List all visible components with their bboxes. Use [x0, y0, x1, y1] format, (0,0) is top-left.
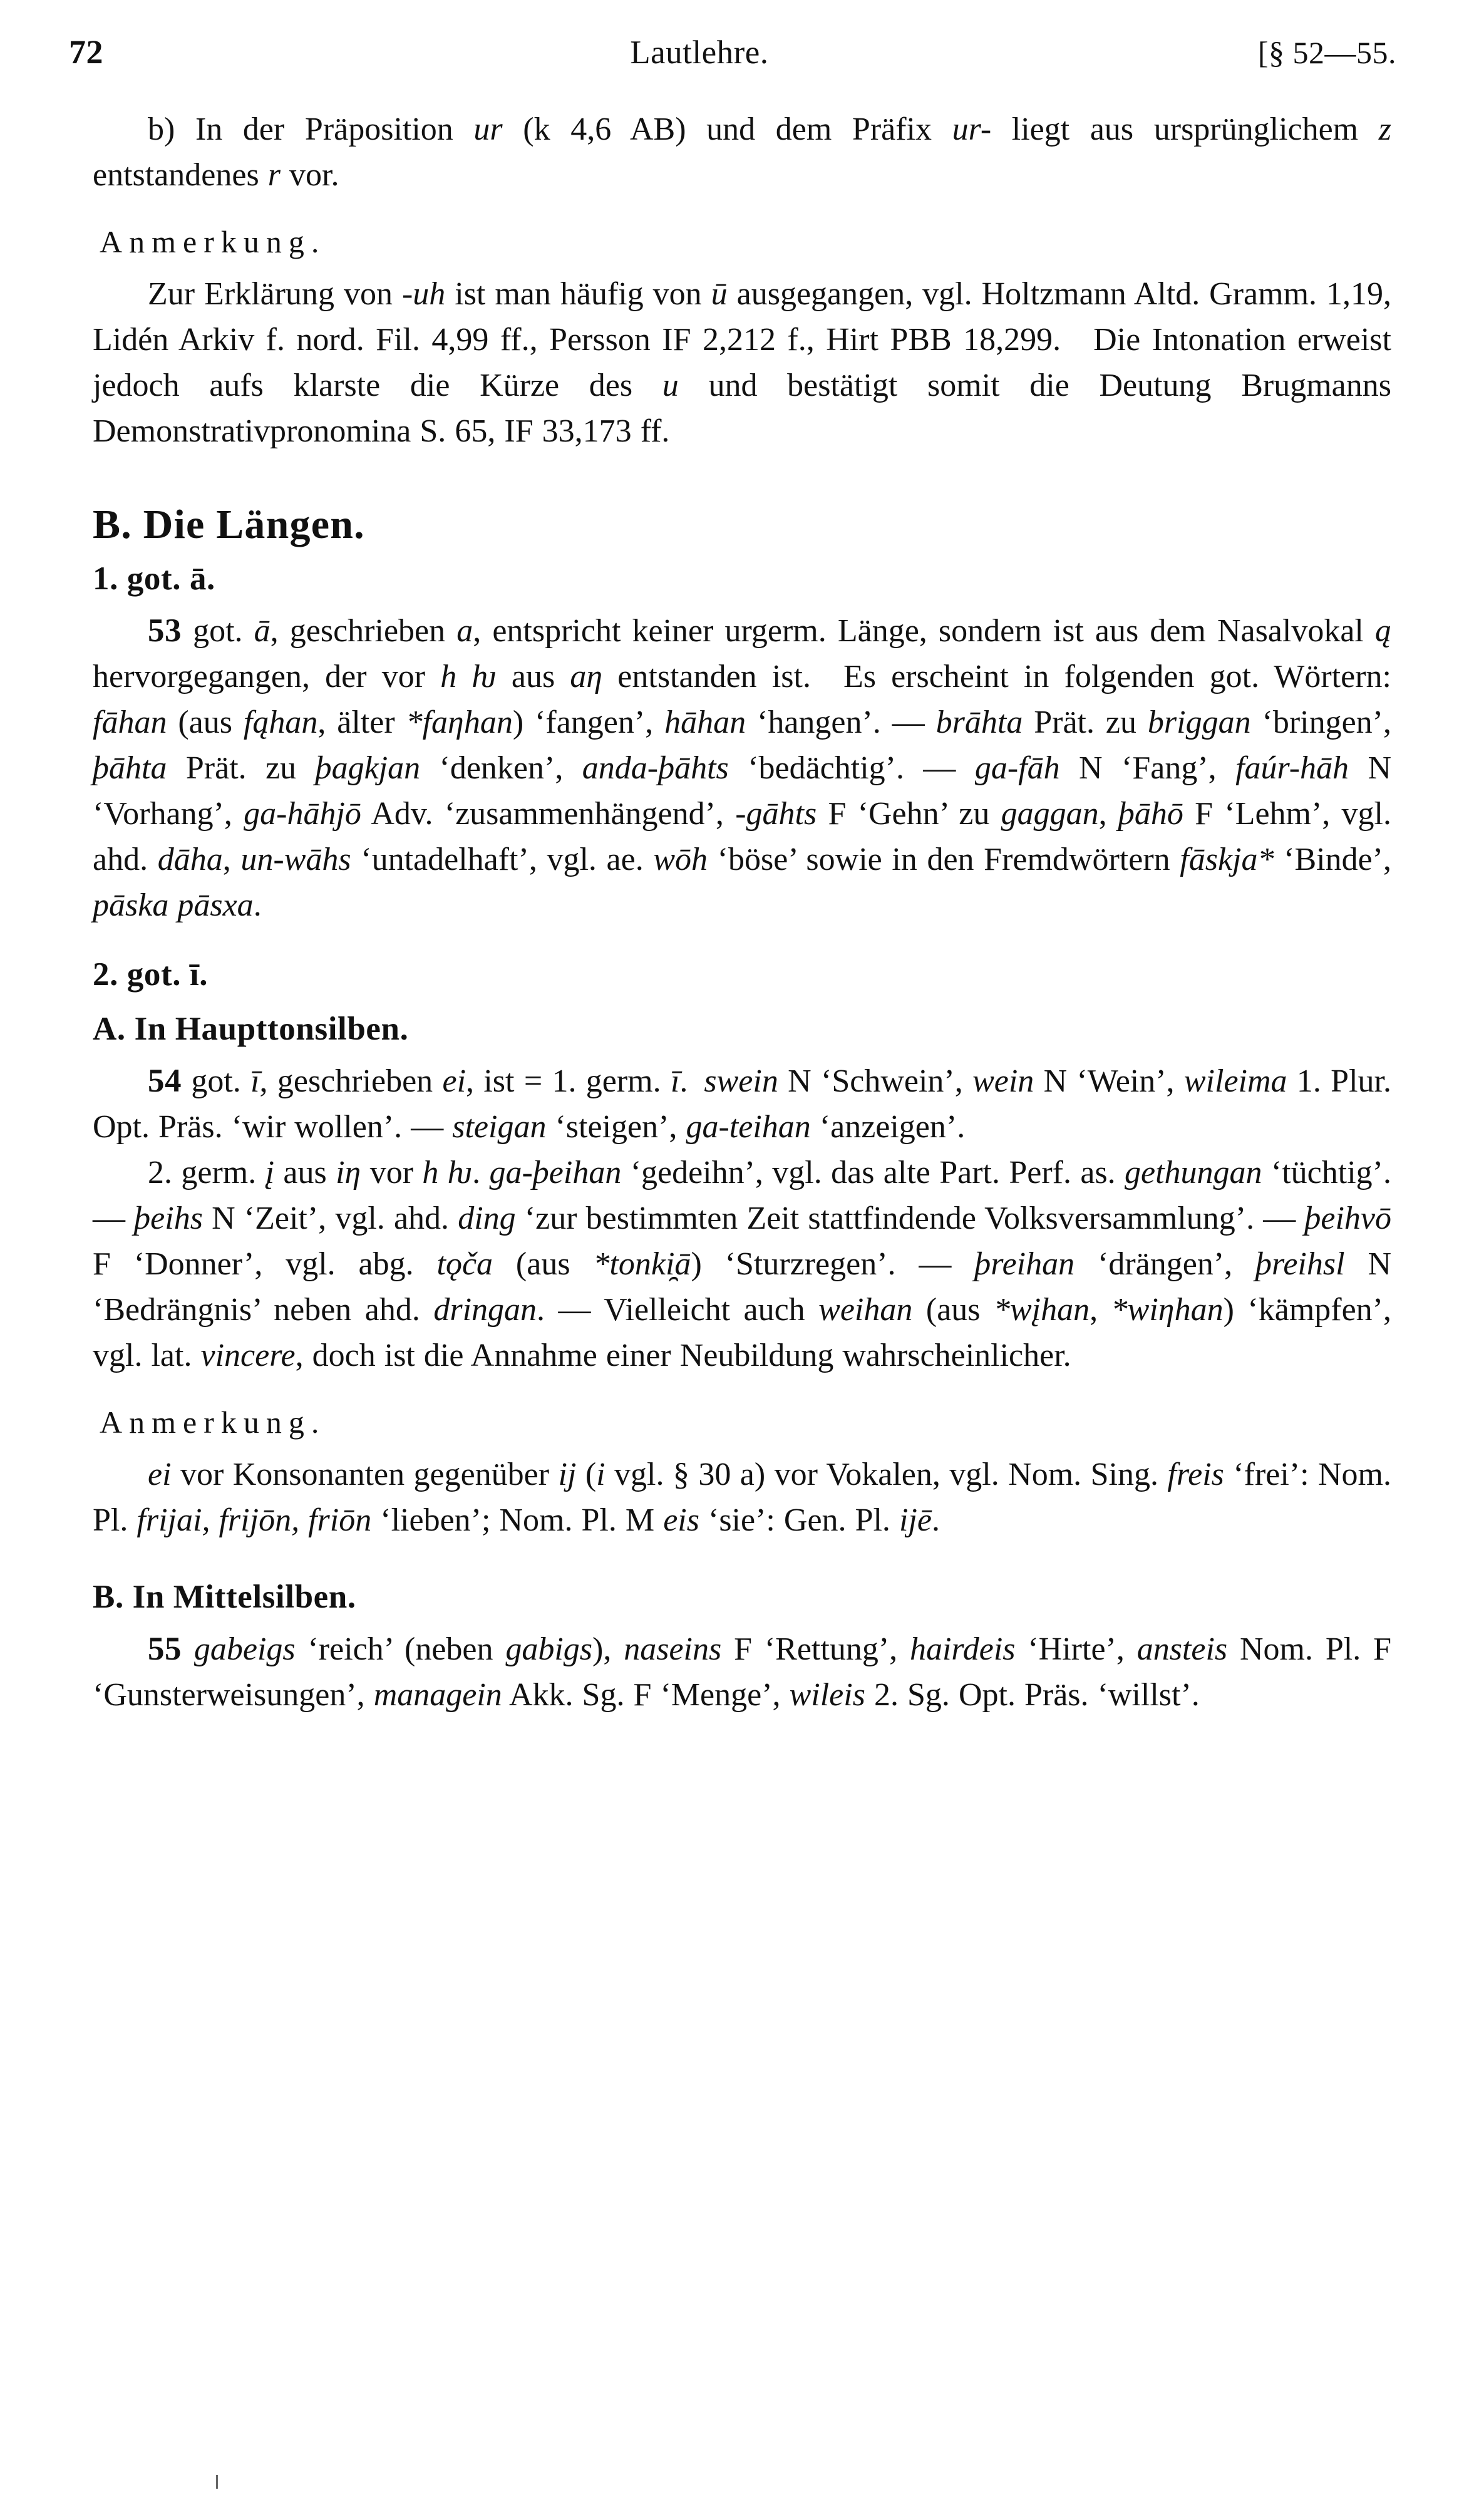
italic-term: -gāhts: [735, 796, 817, 832]
paragraph-55: [93, 1626, 1391, 1718]
text-run: ),: [592, 1631, 624, 1667]
text-run: N ‘Bedrängnis’ neben ahd.: [93, 1246, 1392, 1328]
text-run: . — Vielleicht auch: [537, 1292, 819, 1328]
scan-artifact-speck: [216, 2475, 218, 2489]
paragraph-54-germ-i: [93, 1150, 1391, 1378]
heading-a-in-haupttonsilben: A. In Haupttonsilben.: [93, 1011, 409, 1047]
text-run: Nom. Pl. F ‘Gunsterweisungen’,: [93, 1631, 1391, 1713]
text-run: , ist = 1. germ.: [466, 1063, 671, 1099]
italic-term: managein: [373, 1677, 502, 1713]
italic-term: un-wāhs: [240, 842, 351, 877]
text-run: entstandenes: [93, 157, 268, 193]
italic-term: gabigs: [505, 1631, 593, 1667]
italic-term: þreihsl: [1255, 1246, 1345, 1282]
italic-term: briggan: [1147, 705, 1251, 740]
italic-term: hairdeis: [909, 1631, 1016, 1667]
italic-term: vincere: [200, 1338, 296, 1373]
italic-term: faúr-hāh: [1235, 750, 1349, 786]
text-run: N ‘Schwein’,: [778, 1063, 973, 1099]
text-run: ) ‘Sturzregen’. —: [691, 1246, 975, 1282]
text-run: ,: [1098, 796, 1118, 832]
italic-term: ī: [250, 1063, 260, 1099]
text-run: Prät. zu: [167, 750, 316, 786]
heading-b-die-laengen: B. Die Längen.: [93, 502, 365, 547]
text-run: (aus: [493, 1246, 594, 1282]
italic-term: fąhan: [243, 705, 318, 740]
text-run: N ‘Wein’,: [1034, 1063, 1184, 1099]
text-run: ‘zur bestimmten Zeit stattfindende Volksversammlung’. —: [515, 1201, 1305, 1236]
italic-term: u: [662, 368, 679, 403]
text-run: got.: [182, 613, 254, 649]
italic-term: frijai, frijōn, friōn: [137, 1502, 372, 1538]
text-run: ,: [222, 842, 241, 877]
text-run: ) ‘kämpfen’, vgl. lat.: [93, 1292, 1391, 1373]
text-run: ‘drängen’,: [1074, 1246, 1256, 1282]
italic-term: wileis: [789, 1677, 865, 1713]
italic-term: h ƕ: [440, 659, 497, 695]
text-run: 2. germ.: [148, 1155, 265, 1191]
text-run: (aus: [167, 705, 244, 740]
text-run: ) ‘fangen’,: [512, 705, 665, 740]
italic-term: tǫča: [436, 1246, 493, 1282]
running-head: [69, 33, 1396, 71]
text-run: ‘anzeigen’.: [810, 1109, 966, 1145]
italic-term: ij: [558, 1457, 577, 1492]
text-run: ‘lieben’; Nom. Pl. M: [371, 1502, 664, 1538]
italic-term: ijē: [899, 1502, 932, 1538]
italic-term: pāska pāsxa: [93, 887, 254, 923]
italic-term: ding: [458, 1201, 516, 1236]
text-run: F ‘Gehn’ zu: [817, 796, 1001, 832]
text-run: .: [253, 887, 262, 923]
heading-anmerkung-2: Anmerkung.: [100, 1405, 326, 1440]
text-run: ‘Binde’,: [1274, 842, 1392, 877]
italic-term: fāskja*: [1180, 842, 1274, 877]
text-run: , älter: [317, 705, 406, 740]
italic-term: z: [1378, 111, 1392, 147]
text-run: Akk. Sg. F ‘Menge’,: [502, 1677, 790, 1713]
italic-term: ū: [711, 276, 728, 312]
italic-term: ī: [670, 1063, 680, 1099]
heading-2-got-i: 2. got. ī.: [93, 956, 209, 993]
italic-term: þreihan: [974, 1246, 1075, 1282]
text-run: .: [472, 1155, 490, 1191]
italic-term: h ƕ: [422, 1155, 473, 1191]
italic-term: ansteis: [1136, 1631, 1228, 1667]
italic-term: r: [267, 157, 281, 193]
text-run: vor: [361, 1155, 423, 1191]
italic-term: *wįhan: [994, 1292, 1090, 1328]
italic-term: eis: [663, 1502, 699, 1538]
text-run: ‘frei’: Nom. Pl.: [93, 1457, 1391, 1538]
italic-term: þeihvō: [1304, 1201, 1391, 1236]
italic-term: ur: [473, 111, 503, 147]
italic-term: ga-fāh: [974, 750, 1060, 786]
section-number-53: 53: [148, 612, 182, 649]
text-run: , geschrieben: [259, 1063, 443, 1099]
italic-term: gaggan: [1001, 796, 1099, 832]
italic-term: steigan: [452, 1109, 547, 1145]
italic-term: ga-teihan: [686, 1109, 811, 1145]
text-run: ‘untadelhaft’, vgl. ae.: [351, 842, 654, 877]
text-run: vor Konsonanten gegenüber: [171, 1457, 559, 1492]
italic-term: ą: [1375, 613, 1391, 649]
text-run: ‘Hirte’,: [1015, 1631, 1137, 1667]
text-run: und bestätigt somit die Deutung Brugmanns Demonstrativpronomina S. 65, IF 33,173 ff.: [93, 368, 1391, 449]
paragraph-anmerkung-1: [93, 271, 1391, 454]
text-run: Adv. ‘zusammenhängend’,: [361, 796, 736, 832]
text-run: ‘sie’: Gen. Pl.: [699, 1502, 899, 1538]
text-run: ist man häufig von: [445, 276, 711, 312]
text-run: ‘reich’ (neben: [295, 1631, 506, 1667]
italic-term: ga-þeihan: [489, 1155, 622, 1191]
heading-1-got-a: 1. got. ā.: [93, 560, 215, 597]
heading-b-in-mittelsilben: B. In Mittelsilben.: [93, 1579, 356, 1615]
italic-term: -uh: [401, 276, 446, 312]
text-run: ‘bringen’,: [1250, 705, 1391, 740]
text-run: .: [679, 1063, 704, 1099]
italic-term: hāhan: [664, 705, 746, 740]
page-number: 72: [69, 33, 103, 71]
italic-term: į: [265, 1155, 275, 1191]
text-run: 1. Plur. Opt. Präs. ‘wir wollen’. —: [93, 1063, 1391, 1145]
text-run: , doch ist die Annahme einer Neubildung wahrscheinlicher.: [295, 1338, 1071, 1373]
italic-term: ur-: [952, 111, 992, 147]
text-run: .: [931, 1502, 940, 1538]
italic-term: naseins: [624, 1631, 722, 1667]
italic-term: a: [456, 613, 473, 649]
text-run: ‘denken’,: [420, 750, 582, 786]
italic-term: anda-þāhts: [582, 750, 729, 786]
text-run: (k 4,6 AB) und dem Präfix: [502, 111, 952, 147]
text-run: N ‘Fang’,: [1059, 750, 1236, 786]
italic-term: ei: [148, 1457, 172, 1492]
italic-term: dāha: [157, 842, 223, 877]
text-run: N ‘Zeit’, vgl. ahd.: [202, 1201, 458, 1236]
text-run: ausgegangen, vgl. Holtzmann Altd. Gramm. 1,19, Lidén Arkiv f. nord. Fil. 4,99 ff., Persson IF 2,212 f., Hirt PBB 18,299. Die Intonation erweist jedoch aufs klarste die Kürze des: [93, 276, 1391, 403]
italic-term: *faƞhan: [406, 705, 513, 740]
paragraph-b: [93, 106, 1391, 198]
text-run: , geschrieben: [270, 613, 457, 649]
italic-term: wileima: [1183, 1063, 1287, 1099]
italic-term: þagkjan: [315, 750, 421, 786]
text-run: (: [576, 1457, 597, 1492]
paragraph-53: [93, 608, 1391, 928]
italic-term: i: [596, 1457, 605, 1492]
running-head-title: Lautlehre.: [630, 34, 769, 71]
italic-term: aƞ: [570, 659, 603, 695]
italic-term: wōh: [653, 842, 708, 877]
italic-term: brāhta: [935, 705, 1023, 740]
text-run: ‘bedächtig’. —: [728, 750, 975, 786]
text-run: vgl. § 30 a) vor Vokalen, vgl. Nom. Sing.: [605, 1457, 1168, 1492]
text-run: F ‘Rettung’,: [721, 1631, 910, 1667]
text-run: hervorgegangen, der vor: [93, 659, 441, 695]
italic-term: fāhan: [93, 705, 167, 740]
italic-term: gethungan: [1125, 1155, 1262, 1191]
section-number-55: 55: [148, 1631, 182, 1667]
page-body: [93, 106, 1391, 1718]
text-run: ,: [1090, 1292, 1111, 1328]
italic-term: weihan: [818, 1292, 913, 1328]
text-run: ‘tüchtig’. —: [93, 1155, 1391, 1236]
section-number-54: 54: [148, 1063, 182, 1099]
text-run: 2. Sg. Opt. Präs. ‘willst’.: [865, 1677, 1200, 1713]
italic-term: wein: [972, 1063, 1034, 1099]
italic-term: gabeigs: [193, 1631, 296, 1667]
italic-term: þeihs: [134, 1201, 203, 1236]
italic-term: *tonki̯ā: [593, 1246, 691, 1282]
text-run: vor.: [280, 157, 339, 193]
italic-term: ga-hāhjō: [244, 796, 361, 832]
text-run: aus: [274, 1155, 336, 1191]
italic-term: swein: [704, 1063, 778, 1099]
text-run: liegt aus ursprünglichem: [991, 111, 1379, 147]
text-run: ‘böse’ sowie in den Fremdwörtern: [708, 842, 1180, 877]
text-run: entstanden ist. Es erscheint in folgenden got. Wörtern:: [602, 659, 1391, 695]
italic-term: *wiƞhan: [1111, 1292, 1224, 1328]
text-run: , entspricht keiner urgerm. Länge, sondern ist aus dem Nasalvokal: [473, 613, 1375, 649]
text-run: ‘gedeihn’, vgl. das alte Part. Perf. as.: [621, 1155, 1125, 1191]
italic-term: þāhō: [1118, 796, 1183, 832]
italic-term: ā: [254, 613, 271, 649]
text-run: Zur Erklärung von: [148, 276, 402, 312]
italic-term: ei: [442, 1063, 466, 1099]
text-run: aus: [496, 659, 570, 695]
italic-term: þāhta: [93, 750, 167, 786]
text-run: (aus: [912, 1292, 994, 1328]
text-run: [182, 1631, 194, 1667]
text-run: ‘hangen’. —: [746, 705, 936, 740]
text-run: N ‘Vorhang’,: [93, 750, 1392, 832]
paragraph-54: [93, 1058, 1391, 1150]
text-run: b) In der Präposition: [148, 111, 474, 147]
text-run: ‘steigen’,: [546, 1109, 686, 1145]
heading-anmerkung-1: Anmerkung.: [100, 224, 326, 259]
italic-term: freis: [1167, 1457, 1224, 1492]
italic-term: dringan: [433, 1292, 537, 1328]
text-run: got.: [182, 1063, 251, 1099]
paragraph-anmerkung-2: [93, 1452, 1391, 1543]
text-run: Prät. zu: [1023, 705, 1148, 740]
text-run: F ‘Donner’, vgl. abg.: [93, 1246, 437, 1282]
italic-term: iƞ: [336, 1155, 361, 1191]
running-head-section-ref: [§ 52—55.: [1257, 35, 1396, 70]
text-run: F ‘Lehm’, vgl. ahd.: [93, 796, 1392, 877]
